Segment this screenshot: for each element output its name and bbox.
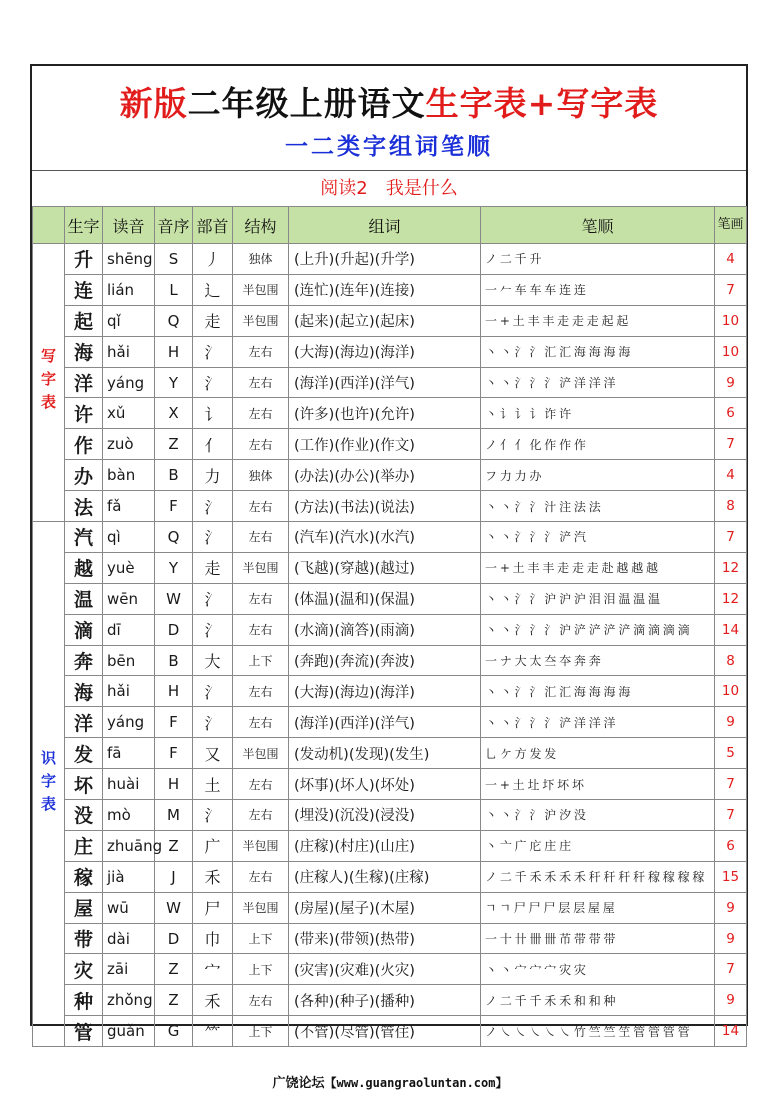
stroke-order-cell: ノ 二 千 禾 禾 禾 禾 秆 秆 秆 秆 稼 稼 稼 稼 [481,861,715,892]
stroke-count-cell: 7 [715,800,747,831]
pinyin-cell: wū [103,892,155,923]
pinyin-cell: xǔ [103,398,155,429]
radical-cell: 丿 [193,244,233,275]
pinyin-cell: fā [103,738,155,769]
structure-cell: 左右 [233,985,289,1016]
stroke-order-cell: 丶 丶 氵 氵 氵 浐 洋 洋 洋 [481,707,715,738]
stroke-count-cell: 12 [715,552,747,583]
pinyin-cell: dài [103,923,155,954]
pinyin-cell: dī [103,614,155,645]
structure-cell: 左右 [233,336,289,367]
words-cell: (大海)(海边)(海洋) [289,676,481,707]
title-part3: 生字表+写字表 [425,84,659,123]
structure-cell: 左右 [233,429,289,460]
words-cell: (埋没)(沉没)(浸没) [289,800,481,831]
title-part2: 二年级上册语文 [187,84,426,123]
stroke-count-cell: 7 [715,954,747,985]
radical-cell: 又 [193,738,233,769]
table-row [33,892,747,923]
structure-cell: 上下 [233,645,289,676]
radical-cell: ⺮ [193,1016,233,1047]
pinyin-cell: hǎi [103,676,155,707]
stroke-order-cell: ノ 亻 亻 化 作 作 作 [481,429,715,460]
words-cell: (连忙)(连年)(连接) [289,274,481,305]
words-cell: (起来)(起立)(起床) [289,305,481,336]
character-table [32,206,747,1047]
structure-cell: 左右 [233,522,289,553]
header-strokes: 笔顺 [481,207,715,244]
group-label-cell [33,244,65,522]
stroke-count-cell: 9 [715,707,747,738]
structure-cell: 上下 [233,954,289,985]
char-cell: 灾 [65,954,103,985]
stroke-count-cell: 14 [715,614,747,645]
stroke-count-cell: 10 [715,305,747,336]
pinyin-cell: zhǒng [103,985,155,1016]
stroke-order-cell: 丶 丶 氵 氵 汁 注 法 法 [481,491,715,522]
stroke-count-cell: 6 [715,830,747,861]
index-cell: S [155,244,193,275]
pinyin-cell: qǐ [103,305,155,336]
index-cell: Z [155,985,193,1016]
index-cell: Y [155,367,193,398]
table-row [33,583,747,614]
words-cell: (房屋)(屋子)(木屋) [289,892,481,923]
stroke-order-cell: フ 力 力 办 [481,460,715,491]
stroke-count-cell: 9 [715,892,747,923]
table-row [33,336,747,367]
char-cell: 种 [65,985,103,1016]
index-cell: W [155,583,193,614]
char-cell: 洋 [65,707,103,738]
table-header-row [33,207,747,244]
stroke-count-cell: 15 [715,861,747,892]
index-cell: D [155,614,193,645]
header-structure: 结构 [233,207,289,244]
table-row [33,676,747,707]
header-blank [33,207,65,244]
table-row [33,274,747,305]
table-row [33,830,747,861]
table-row [33,614,747,645]
stroke-order-cell: 丶 丶 氵 氵 汇 汇 海 海 海 海 [481,676,715,707]
index-cell: D [155,923,193,954]
header-pinyin: 读音 [103,207,155,244]
stroke-order-cell: ノ ㇏ ㇏ ㇏ ㇏ ㇏ 竹 竺 竺 笁 管 管 管 管 [481,1016,715,1047]
words-cell: (各种)(种子)(播种) [289,985,481,1016]
pinyin-cell: guǎn [103,1016,155,1047]
stroke-count-cell: 10 [715,336,747,367]
structure-cell: 独体 [233,460,289,491]
structure-cell: 左右 [233,614,289,645]
index-cell: H [155,336,193,367]
stroke-count-cell: 7 [715,769,747,800]
radical-cell: 禾 [193,861,233,892]
stroke-count-cell: 4 [715,460,747,491]
table-row [33,522,747,553]
radical-cell: 广 [193,830,233,861]
radical-cell: 氵 [193,614,233,645]
stroke-order-cell: 丶 丶 宀 宀 宀 灾 灾 [481,954,715,985]
words-cell: (方法)(书法)(说法) [289,491,481,522]
structure-cell: 左右 [233,707,289,738]
structure-cell: 左右 [233,583,289,614]
index-cell: Z [155,830,193,861]
structure-cell: 左右 [233,769,289,800]
char-cell: 法 [65,491,103,522]
footer-url: 【www.guangraoluntan.com】 [324,1076,508,1090]
worksheet-frame [30,64,748,1044]
index-cell: F [155,738,193,769]
radical-cell: 氵 [193,336,233,367]
stroke-order-cell: 丶 讠 讠 讠 诈 许 [481,398,715,429]
index-cell: X [155,398,193,429]
structure-cell: 左右 [233,367,289,398]
structure-cell: 半包围 [233,552,289,583]
pinyin-cell: zuò [103,429,155,460]
words-cell: (奔跑)(奔流)(奔波) [289,645,481,676]
char-cell: 升 [65,244,103,275]
stroke-order-cell: 丶 亠 广 庀 庄 庄 [481,830,715,861]
char-cell: 办 [65,460,103,491]
words-cell: (汽车)(汽水)(水汽) [289,522,481,553]
pinyin-cell: jià [103,861,155,892]
group-label: 写字表 [39,348,57,417]
index-cell: Z [155,954,193,985]
char-cell: 庄 [65,830,103,861]
stroke-order-cell: 一 十 卄 卌 卌 芇 带 带 带 [481,923,715,954]
pinyin-cell: bàn [103,460,155,491]
pinyin-cell: bēn [103,645,155,676]
index-cell: H [155,769,193,800]
stroke-order-cell: 一 𠂉 车 车 车 连 连 [481,274,715,305]
char-cell: 汽 [65,522,103,553]
table-row [33,244,747,275]
words-cell: (坏事)(坏人)(坏处) [289,769,481,800]
index-cell: H [155,676,193,707]
radical-cell: 氵 [193,367,233,398]
structure-cell: 独体 [233,244,289,275]
radical-cell: 宀 [193,954,233,985]
index-cell: F [155,491,193,522]
stroke-count-cell: 4 [715,244,747,275]
words-cell: (庄稼)(村庄)(山庄) [289,830,481,861]
words-cell: (庄稼人)(生稼)(庄稼) [289,861,481,892]
table-row [33,800,747,831]
footer [0,1072,780,1091]
structure-cell: 半包围 [233,274,289,305]
stroke-count-cell: 10 [715,676,747,707]
index-cell: Z [155,429,193,460]
index-cell: F [155,707,193,738]
words-cell: (工作)(作业)(作文) [289,429,481,460]
radical-cell: 讠 [193,398,233,429]
pinyin-cell: zhuāng [103,830,155,861]
char-cell: 发 [65,738,103,769]
table-body [33,244,747,1047]
char-cell: 洋 [65,367,103,398]
header-index: 音序 [155,207,193,244]
structure-cell: 半包围 [233,830,289,861]
stroke-order-cell: 一 + 土 丰 丰 走 走 走 赴 越 越 越 [481,552,715,583]
radical-cell: 氵 [193,491,233,522]
index-cell: M [155,800,193,831]
stroke-order-cell: 丶 丶 氵 氵 沪 汐 没 [481,800,715,831]
stroke-count-cell: 9 [715,985,747,1016]
table-row [33,707,747,738]
char-cell: 海 [65,676,103,707]
table-row [33,861,747,892]
stroke-count-cell: 9 [715,367,747,398]
radical-cell: 氵 [193,676,233,707]
words-cell: (发动机)(发现)(发生) [289,738,481,769]
stroke-order-cell: ㄱ ㄱ 尸 尸 尸 层 层 屋 屋 [481,892,715,923]
table-row [33,923,747,954]
pinyin-cell: qì [103,522,155,553]
group-label-cell [33,522,65,1047]
words-cell: (灾害)(灾难)(火灾) [289,954,481,985]
radical-cell: 氵 [193,707,233,738]
radical-cell: 氵 [193,800,233,831]
char-cell: 越 [65,552,103,583]
structure-cell: 上下 [233,1016,289,1047]
index-cell: J [155,861,193,892]
table-row [33,769,747,800]
stroke-order-cell: 丶 丶 氵 氵 氵 浐 洋 洋 洋 [481,367,715,398]
table-row [33,460,747,491]
table-row [33,429,747,460]
stroke-order-cell: 一 + 土 圵 圷 坏 坏 [481,769,715,800]
table-row [33,1016,747,1047]
words-cell: (海洋)(西洋)(洋气) [289,707,481,738]
pinyin-cell: yuè [103,552,155,583]
radical-cell: 力 [193,460,233,491]
pinyin-cell: yáng [103,707,155,738]
table-row [33,645,747,676]
structure-cell: 左右 [233,800,289,831]
char-cell: 奔 [65,645,103,676]
structure-cell: 半包围 [233,738,289,769]
words-cell: (带来)(带领)(热带) [289,923,481,954]
radical-cell: 走 [193,305,233,336]
char-cell: 连 [65,274,103,305]
char-cell: 许 [65,398,103,429]
stroke-count-cell: 7 [715,274,747,305]
pinyin-cell: mò [103,800,155,831]
stroke-count-cell: 8 [715,491,747,522]
char-cell: 屋 [65,892,103,923]
divider [32,170,746,171]
radical-cell: 禾 [193,985,233,1016]
index-cell: G [155,1016,193,1047]
char-cell: 海 [65,336,103,367]
stroke-order-cell: 一 + 土 丰 丰 走 走 走 起 起 [481,305,715,336]
table-row [33,398,747,429]
char-cell: 管 [65,1016,103,1047]
index-cell: L [155,274,193,305]
structure-cell: 半包围 [233,892,289,923]
words-cell: (上升)(升起)(升学) [289,244,481,275]
table-row [33,367,747,398]
words-cell: (海洋)(西洋)(洋气) [289,367,481,398]
table-row [33,954,747,985]
pinyin-cell: zāi [103,954,155,985]
group-label: 识字表 [39,749,57,819]
structure-cell: 左右 [233,861,289,892]
char-cell: 温 [65,583,103,614]
stroke-count-cell: 8 [715,645,747,676]
radical-cell: 氵 [193,522,233,553]
index-cell: B [155,645,193,676]
char-cell: 起 [65,305,103,336]
stroke-count-cell: 7 [715,522,747,553]
pinyin-cell: huài [103,769,155,800]
words-cell: (许多)(也许)(允许) [289,398,481,429]
radical-cell: 大 [193,645,233,676]
stroke-order-cell: 丶 丶 氵 氵 汇 汇 海 海 海 海 [481,336,715,367]
radical-cell: 辶 [193,274,233,305]
char-cell: 坏 [65,769,103,800]
radical-cell: 尸 [193,892,233,923]
title-part1: 新版 [119,84,188,123]
words-cell: (不管)(尽管)(管住) [289,1016,481,1047]
structure-cell: 半包围 [233,305,289,336]
table-row [33,738,747,769]
words-cell: (大海)(海边)(海洋) [289,336,481,367]
header-count: 笔画 [715,207,747,244]
stroke-count-cell: 9 [715,923,747,954]
structure-cell: 左右 [233,676,289,707]
pinyin-cell: fǎ [103,491,155,522]
stroke-order-cell: 丶 丶 氵 氵 沪 沪 沪 泪 泪 温 温 温 [481,583,715,614]
page-title [32,78,746,125]
index-cell: Q [155,522,193,553]
pinyin-cell: hǎi [103,336,155,367]
radical-cell: 亻 [193,429,233,460]
char-cell: 没 [65,800,103,831]
stroke-count-cell: 5 [715,738,747,769]
index-cell: Q [155,305,193,336]
stroke-count-cell: 7 [715,429,747,460]
structure-cell: 左右 [233,491,289,522]
index-cell: W [155,892,193,923]
structure-cell: 上下 [233,923,289,954]
header-char: 生字 [65,207,103,244]
table-row [33,552,747,583]
table-row [33,491,747,522]
stroke-count-cell: 14 [715,1016,747,1047]
char-cell: 作 [65,429,103,460]
pinyin-cell: wēn [103,583,155,614]
char-cell: 带 [65,923,103,954]
header-words: 组词 [289,207,481,244]
stroke-order-cell: ノ 二 千 千 禾 禾 和 和 种 [481,985,715,1016]
radical-cell: 氵 [193,583,233,614]
lesson-title: 阅读2 我是什么 [320,178,458,199]
page-subtitle: 一二类字组词笔顺 [285,133,493,160]
index-cell: Y [155,552,193,583]
char-cell: 稼 [65,861,103,892]
footer-site: 广饶论坛 [272,1076,325,1091]
index-cell: B [155,460,193,491]
stroke-count-cell: 6 [715,398,747,429]
pinyin-cell: yáng [103,367,155,398]
char-cell: 滴 [65,614,103,645]
pinyin-cell: shēng [103,244,155,275]
header-radical: 部首 [193,207,233,244]
radical-cell: 走 [193,552,233,583]
stroke-order-cell: 一 ナ 大 太 夳 夲 奔 奔 [481,645,715,676]
stroke-order-cell: 丶 丶 氵 氵 氵 浐 汽 [481,522,715,553]
structure-cell: 左右 [233,398,289,429]
stroke-order-cell: 乚 ケ 方 发 发 [481,738,715,769]
table-row [33,305,747,336]
words-cell: (水滴)(滴答)(雨滴) [289,614,481,645]
words-cell: (体温)(温和)(保温) [289,583,481,614]
stroke-order-cell: ノ 二 千 升 [481,244,715,275]
radical-cell: 土 [193,769,233,800]
stroke-order-cell: 丶 丶 氵 氵 氵 沪 浐 浐 浐 浐 滴 滴 滴 滴 [481,614,715,645]
radical-cell: 巾 [193,923,233,954]
words-cell: (办法)(办公)(举办) [289,460,481,491]
words-cell: (飞越)(穿越)(越过) [289,552,481,583]
pinyin-cell: lián [103,274,155,305]
stroke-count-cell: 12 [715,583,747,614]
table-row [33,985,747,1016]
